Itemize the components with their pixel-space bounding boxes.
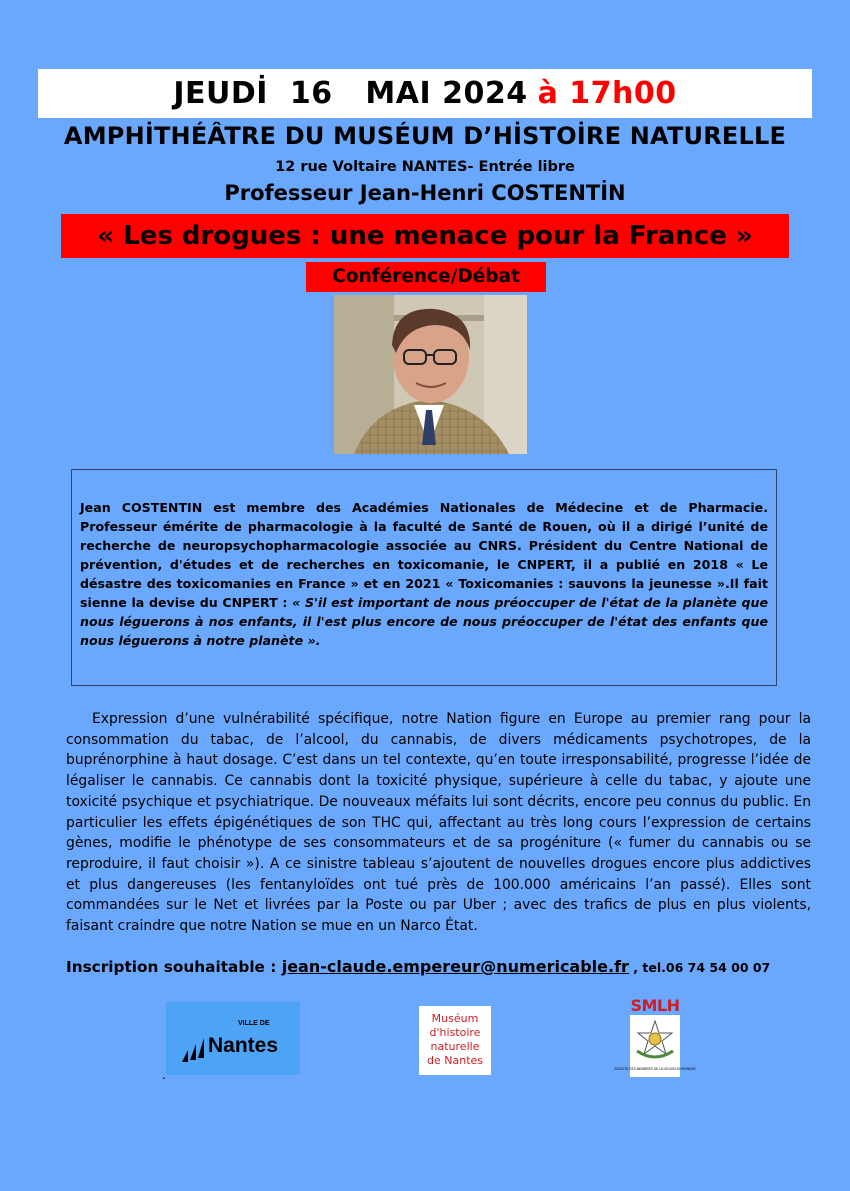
museum-logo-line: d'histoire — [429, 1026, 481, 1039]
museum-logo-line: naturelle — [430, 1040, 480, 1053]
event-time: à 17h00 — [537, 76, 677, 111]
museum-logo — [419, 1006, 491, 1075]
registration-label: Inscription souhaitable : — [66, 958, 282, 976]
venue-address: 12 rue Voltaire NANTES- Entrée libre — [275, 159, 575, 175]
stray-dot: . — [162, 1068, 166, 1082]
cnpert-motto: « S'il est important de nous préoccuper de l'état de la planète que nous léguerons à nos enfants, il l'est plus encore de nous préoccuper de l'état des enfants que nous léguerons à notre planète ». — [80, 595, 768, 648]
nantes-logo-small-text: VILLE DE — [238, 1020, 270, 1027]
nantes-logo-text: Nantes — [208, 1034, 279, 1057]
registration-line — [66, 957, 826, 976]
registration-phone: , tel.06 74 54 00 07 — [628, 960, 771, 975]
biography-box — [71, 469, 777, 686]
smlh-logo — [614, 996, 696, 1076]
registration-email-link[interactable]: jean-claude.empereur@numericable.fr — [281, 957, 629, 976]
speaker-photo — [334, 295, 527, 454]
venue-title: AMPHİTHÉÂTRE DU MUSÉUM D’HİSTOİRE NATURELLE — [63, 122, 787, 150]
date-banner — [38, 69, 812, 118]
conference-title: « Les drogues : une menace pour la France » — [61, 214, 789, 258]
article-paragraph: Expression d’une vulnérabilité spécifique, notre Nation figure en Europe au premier rang pour la consommation du tabac, de l’alcool, du cannabis, de divers médicaments psychotropes, de la buprénorphine à haut dosage. C’est dans un tel contexte, qu’en toute irresponsabilité, progresse l’idée de légaliser le cannabis. Ce cannabis dont la toxicité physique, supérieure à celle du tabac, y ajoute une toxicité psychique et psychiatrique. De nouveaux méfaits lui sont décrits, encore peu connus du public. En particulier les effets épigénétiques de son THC qui, affectant au très long cours l’expression de certains gènes, modifie le phénotype de ses consommateurs et de sa progéniture (« fumer du cannabis ou se reproduire, il faut choisir »). A ce sinistre tableau s’ajoutent de nouvelles drogues encore plus addictives et plus dangereuses (les fentanyloïdes ont tué près de 100.000 américains l’an passé). Elles sont commandées sur le Net et livrées par la Poste ou par Uber ; avec des trafics de plus en plus violents, faisant craindre que notre Nation se mue en un Narco État. — [66, 711, 811, 935]
biography-text: Jean COSTENTIN est membre des Académies Nationales de Médecine et de Pharmacie. Professeur émérite de pharmacologie à la faculté de Santé de Rouen, où il a dirigé l’unité de recherche de neuropsychopharmacologie associée au CNRS. Président du Centre National de prévention, d'études et de recherches en toxicomanie, le CNPERT, il a publié en 2018 « Le désastre des toxicomanies en France » et en 2021 « Toxicomanies : sauvons la jeunesse ».Il fait sienne la devise du CNPERT : — [80, 500, 768, 610]
event-date: JEUDİ 16 MAI 2024 — [173, 76, 528, 111]
smlh-caption: SOCIETE DES MEMBRES DE LA LÉGION D'HONNEUR — [614, 1067, 696, 1071]
museum-logo-line: Muséum — [431, 1012, 479, 1025]
main-article — [66, 709, 811, 937]
ville-de-nantes-logo — [166, 1002, 300, 1075]
museum-logo-line: de Nantes — [427, 1054, 483, 1067]
conference-subtitle: Conférence/Débat — [306, 262, 546, 292]
speaker-name: Professeur Jean-Henri COSTENTİN — [224, 181, 626, 205]
smlh-logo-text: SMLH — [630, 996, 680, 1015]
